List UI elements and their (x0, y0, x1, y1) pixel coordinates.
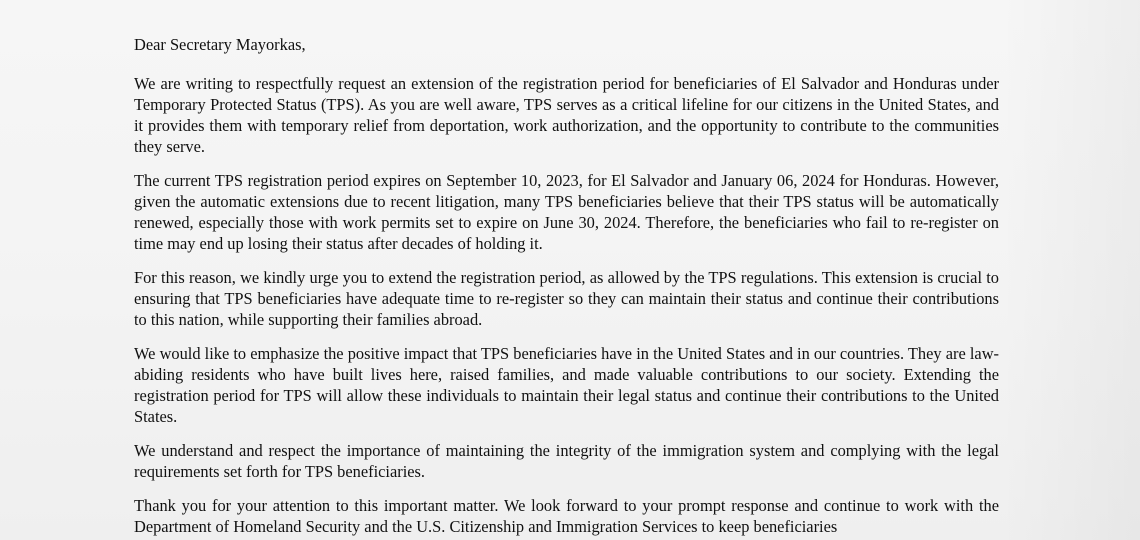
paragraph-1: We are writing to respectfully request an extension of the registration period for beneficiaries of El Salvador and Honduras under Temporary Protected Status (TPS). As you are well aware, TPS serves as a critical lifeline for our citizens in the United States, and it provides them with temporary relief from deportation, work authorization, and the opportunity to contribute to the communities they serve. (134, 74, 999, 156)
page-shadow (1000, 0, 1140, 540)
paragraph-5: We understand and respect the importance of maintaining the integrity of the immigration system and complying with the legal requirements set forth for TPS beneficiaries. (134, 441, 999, 481)
paragraph-2: The current TPS registration period expires on September 10, 2023, for El Salvador and January 06, 2024 for Honduras. However, given the automatic extensions due to recent litigation, many TPS beneficiaries believe that their TPS status will be automatically renewed, especially those with work permits set to expire on June 30, 2024. Therefore, the beneficiaries who fail to re-register on time may end up losing their status after decades of holding it. (134, 171, 999, 253)
letter-body (134, 34, 999, 540)
paragraph-4: We would like to emphasize the positive impact that TPS beneficiaries have in the United States and in our countries. They are law-abiding residents who have built lives here, raised families, and made valuable contributions to our society. Extending the registration period for TPS will allow these individuals to maintain their legal status and continue their contributions to the United States. (134, 344, 999, 426)
paragraph-3: For this reason, we kindly urge you to extend the registration period, as allowed by the TPS regulations. This extension is crucial to ensuring that TPS beneficiaries have adequate time to re-register so they can maintain their status and continue their contributions to this nation, while supporting their families abroad. (134, 268, 999, 329)
paragraph-6: Thank you for your attention to this important matter. We look forward to your prompt response and continue to work with the Department of Homeland Security and the U.S. Citizenship and Immigration Services to keep beneficiaries (134, 496, 999, 536)
salutation: Dear Secretary Mayorkas, (134, 35, 306, 54)
